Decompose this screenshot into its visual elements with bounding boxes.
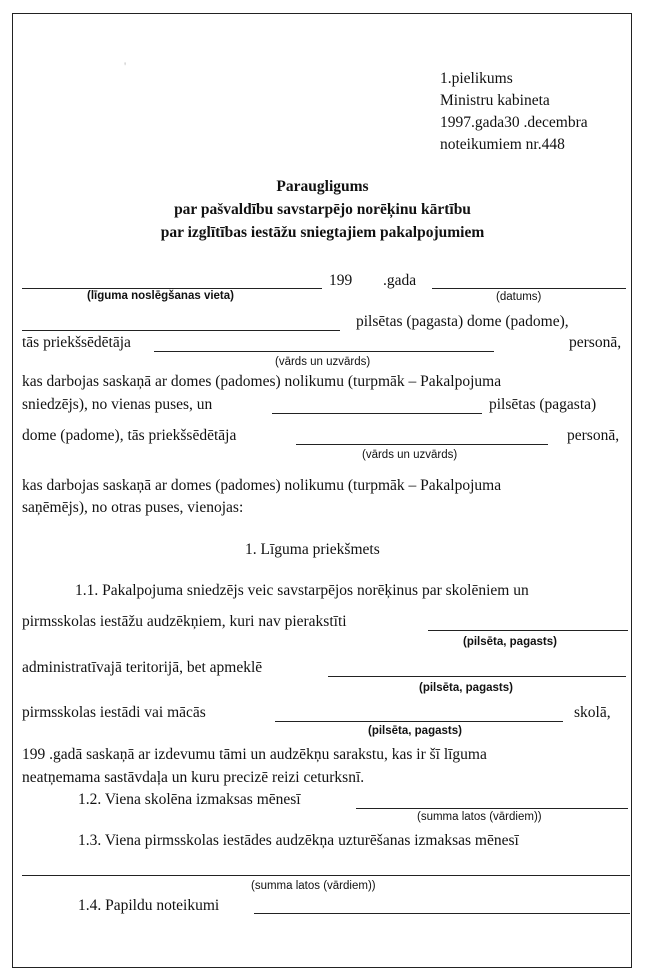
section1-heading: 1. Līguma priekšmets <box>245 541 380 558</box>
acts-line-1: kas darbojas saskaņā ar domes (padomes) nolikumu (turpmāk – Pakalpojuma <box>22 373 502 390</box>
chairman-name-line[interactable] <box>154 351 494 352</box>
city-field-line[interactable] <box>22 330 340 331</box>
sum2-caption: (summa latos (vārdiem)) <box>251 880 376 892</box>
title-line-2: par pašvaldību savstarpējo norēķinu kārtību <box>174 201 471 218</box>
city1-field-line[interactable] <box>428 630 628 631</box>
provider-line: sniedzējs), no vienas puses, un <box>22 396 213 413</box>
p11-line-4: pirmsskolas iestādi vai mācās <box>22 704 206 721</box>
date-field-line[interactable] <box>432 288 626 289</box>
city3-field-line[interactable] <box>275 721 563 722</box>
city-pagasta-text: pilsētas (pagasta) <box>489 396 597 413</box>
year-text: 199 <box>329 272 353 289</box>
receiver-city-line[interactable] <box>272 413 482 414</box>
persona-text: personā, <box>569 334 622 351</box>
city2-field-line[interactable] <box>328 676 626 677</box>
name-caption: (vārds un uzvārds) <box>275 356 371 368</box>
date-caption: (datums) <box>496 291 542 303</box>
sum1-caption: (summa latos (vārdiem)) <box>417 811 542 823</box>
p11-line-6: neatņemama sastāvdaļa un kuru precizē reizi ceturksnī. <box>22 769 365 786</box>
title-line-1: Paraugligums <box>276 178 369 195</box>
city2-caption: (pilsēta, pagasts) <box>419 682 513 694</box>
skola-text: skolā, <box>574 704 611 721</box>
sum2-field-line[interactable] <box>22 875 630 876</box>
chairman-prefix: tās priekšsēdētāja <box>22 334 131 351</box>
name-caption-2: (vārds un uzvārds) <box>362 449 458 461</box>
receiver-line: saņēmējs), no otras puses, vienojas: <box>22 499 244 516</box>
city1-caption: (pilsēta, pagasts) <box>463 636 557 648</box>
p11-line-2: pirmsskolas iestāžu audzēkņiem, kuri nav pierakstīti <box>22 613 347 630</box>
p11-line-5: 199 .gadā saskaņā ar izdevumu tāmi un audzēkņu sarakstu, kas ir šī līguma <box>22 746 487 763</box>
title-line-3: par izglītības iestāžu sniegtajiem pakalpojumiem <box>160 224 485 241</box>
city-dome-text: pilsētas (pagasta) dome (padome), <box>356 313 569 330</box>
p14-text: 1.4. Papildu noteikumi <box>78 897 220 914</box>
sum1-field-line[interactable] <box>356 808 628 809</box>
persona2-text: personā, <box>567 427 620 444</box>
header-line-1: 1.pielikums <box>440 70 513 87</box>
header-line-2: Ministru kabineta <box>440 92 550 109</box>
place-caption: (līguma noslēgšanas vieta) <box>87 290 234 302</box>
p11-line-1: 1.1. Pakalpojuma sniedzējs veic savstarpējos norēķinus par skolēniem un <box>75 582 529 599</box>
city3-caption: (pilsēta, pagasts) <box>368 725 462 737</box>
p13-text: 1.3. Viena pirmsskolas iestādes audzēkņa uzturēšanas izmaksas mēnesī <box>78 832 519 849</box>
place-field-line[interactable] <box>22 288 322 289</box>
scan-noise: ' <box>124 59 127 73</box>
dome-chairman-text: dome (padome), tās priekšsēdētāja <box>22 427 237 444</box>
acts-line-2: kas darbojas saskaņā ar domes (padomes) nolikumu (turpmāk – Pakalpojuma <box>22 477 502 494</box>
gada-text: .gada <box>383 272 417 289</box>
p11-line-3: administratīvajā teritorijā, bet apmeklē <box>22 659 263 676</box>
header-line-3: 1997.gada30 .decembra <box>440 114 588 131</box>
additional-terms-line[interactable] <box>254 913 630 914</box>
p12-text: 1.2. Viena skolēna izmaksas mēnesī <box>78 791 301 808</box>
receiver-chairman-line[interactable] <box>296 444 548 445</box>
header-line-4: noteikumiem nr.448 <box>440 136 565 153</box>
